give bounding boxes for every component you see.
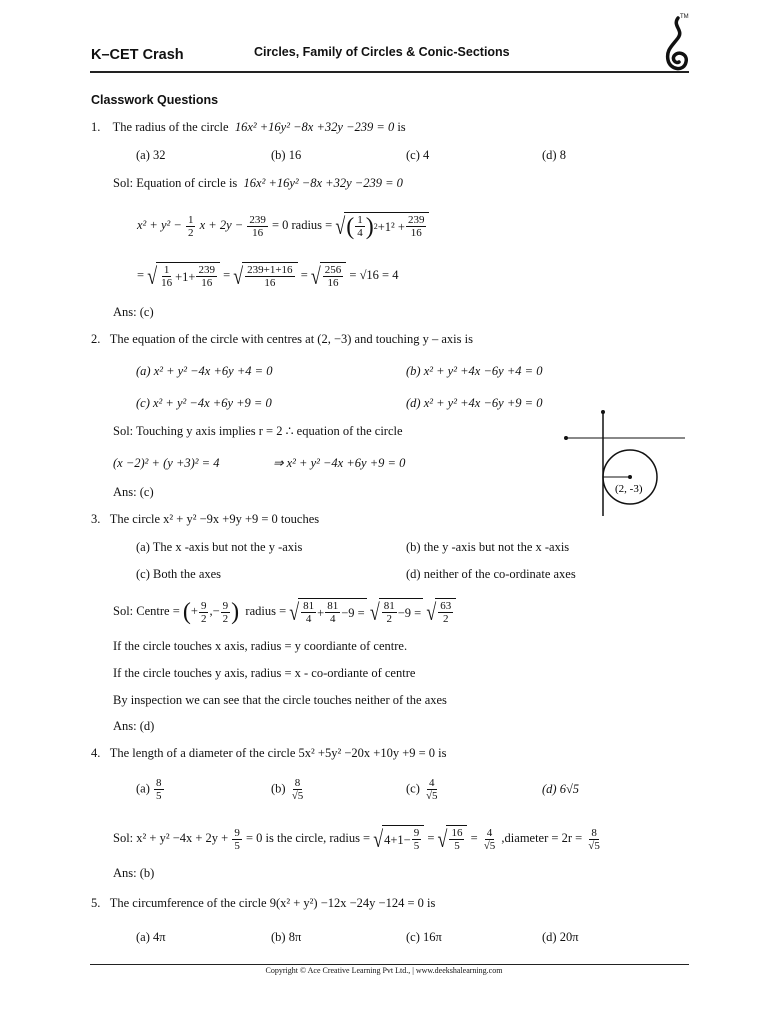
- option-a: (a) x² + y² −4x +6y +4 = 0: [136, 364, 273, 378]
- footer-rule: [90, 964, 689, 965]
- answer: Ans: (c): [113, 485, 154, 499]
- question-equation: 16x² +16y² −8x +32y −239 = 0: [234, 120, 395, 134]
- top-dot: [601, 410, 605, 414]
- option-b: (b) the y -axis but not the x -axis: [406, 540, 570, 554]
- solution-text: If the circle touches x axis, radius = y coordiante of centre.: [113, 639, 408, 653]
- option-a: (a) 4π: [136, 930, 166, 944]
- solution-result: ⇒ x² + y² −4x +6y +9 = 0: [273, 456, 406, 470]
- question-2: 2. The equation of the circle with centres at (2, −3) and touching y – axis is: [91, 332, 473, 346]
- fraction: $\frac{1}{2}$: [187, 213, 194, 239]
- solution-line: Sol: Centre = (+ $\frac{9}{2}$ ,− $\frac{9}{2}$ ) radius = √ $\frac{81}{4}$ + $\frac{81}{4}$ −9 = √ $\frac{81}{2}$ −9 = √ $\frac{63}{2}$: [113, 598, 456, 626]
- solution-line: Sol: x² + y² −4x + 2y + $\frac{9}{5}$ = 0 is the circle, radius = √ 4+1− $\frac{9}{5}$ = √ $\frac{16}{5}$ = $\frac{4}{√5}$ ,diameter = 2r = $\frac{8}{√5}$: [113, 826, 600, 852]
- sqrt: √ ( $\frac{1}{4}$ ) 2 +1² + $\frac{239}{16}$: [335, 212, 429, 240]
- solution-text: If the circle touches y axis, radius = x - co-ordiante of centre: [113, 666, 416, 680]
- option-a: (a) 32: [136, 148, 166, 162]
- solution-line: Sol: Touching y axis implies r = 2 ∴ equation of the circle: [113, 424, 403, 438]
- answer: Ans: (b): [113, 866, 155, 880]
- option-a: (a) $\frac{8}{5}$: [136, 777, 162, 802]
- option-d: (d) neither of the co-ordinate axes: [406, 567, 576, 581]
- brand-logo-icon: [664, 16, 690, 74]
- solution-line: Sol: Equation of circle is 16x² +16y² −8x +32y −239 = 0: [113, 176, 403, 190]
- option-c: (c) Both the axes: [136, 567, 222, 581]
- origin-dot: [564, 436, 568, 440]
- header-title: K–CET Crash: [91, 47, 184, 63]
- circle-diagram: [560, 410, 690, 518]
- option-a: (a) The x -axis but not the y -axis: [136, 540, 303, 554]
- solution-equation: (x −2)² + (y +3)² = 4: [113, 456, 220, 470]
- option-b: (b) x² + y² +4x −6y +4 = 0: [406, 364, 543, 378]
- question-number: 1.: [91, 120, 101, 134]
- solution-step-2: = √ $\frac{1}{16}$ +1+ $\frac{239}{16}$ = √ $\frac{239+1+16}{16}$ = √ $\frac{256}{16}$ = √16 = 4: [137, 263, 399, 289]
- footer-copyright: Copyright © Ace Creative Learning Pvt Ltd., | www.deekshalearning.com: [265, 966, 503, 975]
- question-4: 4. The length of a diameter of the circle 5x² +5y² −20x +10y +9 = 0 is: [91, 746, 447, 760]
- option-d: (d) 20π: [542, 930, 579, 944]
- centre-dot: [628, 475, 632, 479]
- option-b: (b) 16: [271, 148, 302, 162]
- option-c: (c) 4: [406, 148, 430, 162]
- option-c: (c) 16π: [406, 930, 442, 944]
- trademark: TM: [680, 14, 689, 20]
- solution-step-1: x² + y² − $\frac{1}{2}$ x + 2y − $\frac{239}{16}$ = 0 radius = √ ( $\frac{1}{4}$ ) 2 +1² + $\frac{239}{16}$: [137, 212, 429, 240]
- solution-text: By inspection we can see that the circle touches neither of the axes: [113, 693, 447, 707]
- question-3: 3. The circle x² + y² −9x +9y +9 = 0 touches: [91, 512, 320, 526]
- question-1: 1. The radius of the circle 16x² +16y² −8x +32y −239 = 0 is: [91, 120, 406, 134]
- question-text: The radius of the circle: [112, 120, 229, 134]
- option-b: (b) 8π: [271, 930, 302, 944]
- answer: Ans: (c): [113, 305, 154, 319]
- centre-label: (2, -3): [615, 483, 643, 495]
- question-5: 5. The circumference of the circle 9(x² + y²) −12x −24y −124 = 0 is: [91, 896, 436, 910]
- option-c: (c) x² + y² −4x +6y +9 = 0: [136, 396, 272, 410]
- fraction: $\frac{239}{16}$: [249, 213, 266, 239]
- section-title: Classwork Questions: [91, 93, 219, 107]
- option-c: (c) $\frac{4}{√5}$: [406, 777, 438, 802]
- option-d: (d) 6√5: [542, 782, 580, 796]
- chapter-title: Circles, Family of Circles & Conic-Sections: [254, 45, 510, 59]
- answer: Ans: (d): [113, 719, 155, 733]
- header-rule: [90, 71, 689, 73]
- option-d: (d) x² + y² +4x −6y +9 = 0: [406, 396, 543, 410]
- option-d: (d) 8: [542, 148, 566, 162]
- option-b: (b) $\frac{8}{√5}$: [271, 777, 304, 802]
